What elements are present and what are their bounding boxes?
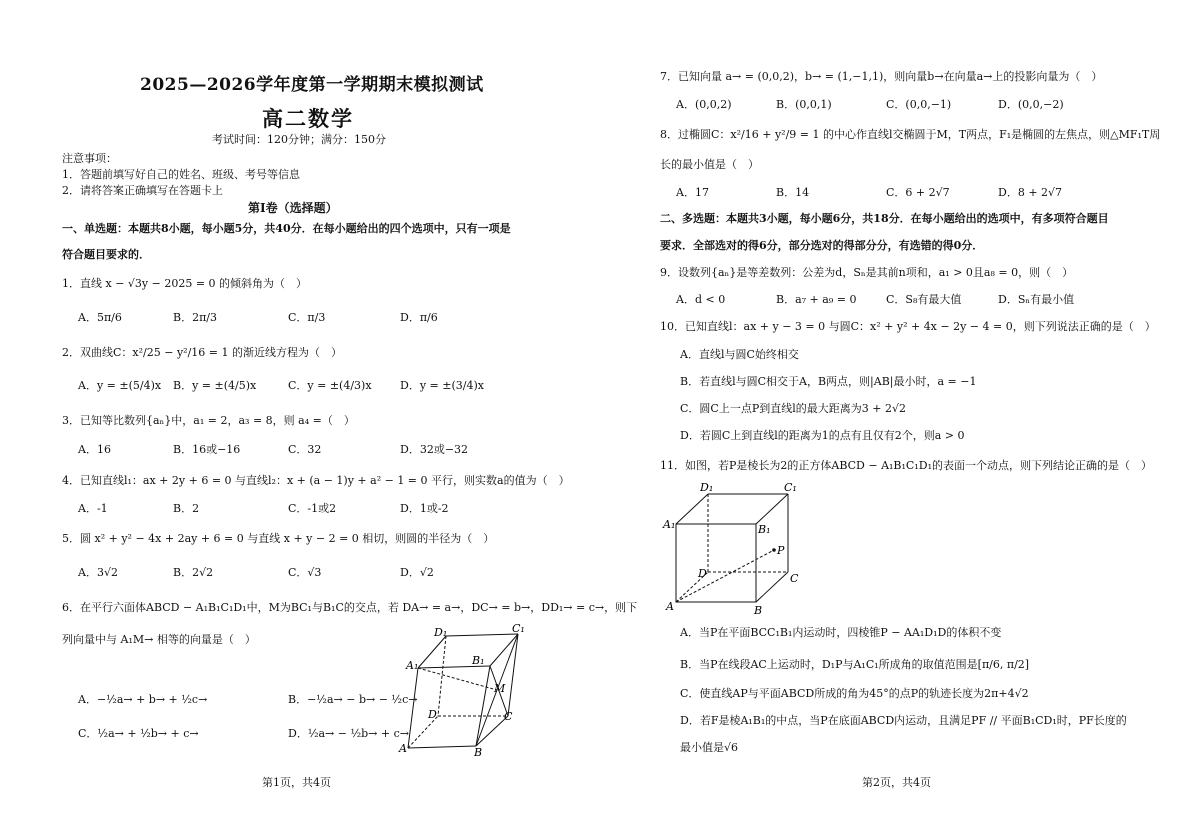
label-c: C (504, 710, 513, 723)
question-8-stem-cont: 长的最小值是（ ） (660, 158, 759, 171)
label-d1: D₁ (434, 626, 448, 639)
q11-option-a: A．当P在平面BCC₁B₁内运动时，四棱锥P − AA₁D₁D的体积不变 (680, 626, 1002, 639)
exam-subtitle: 高二数学 (262, 106, 354, 131)
q6-option-d: D．½a→ − ½b→ + c→ (288, 727, 409, 740)
q4-option-a: A．-1 (78, 502, 108, 515)
q1-option-d: D．π/6 (400, 311, 438, 324)
question-1-stem: 1．直线 x − √3y − 2025 = 0 的倾斜角为（ ） (62, 277, 308, 290)
label-b1: B₁ (758, 523, 771, 536)
q5-option-c: C．√3 (288, 566, 322, 579)
q10-option-d: D．若圆C上到直线l的距离为1的点有且仅有2个，则a > 0 (680, 429, 965, 442)
page-2 (600, 0, 1200, 831)
q8-option-b: B．14 (776, 186, 810, 199)
label-d: D (428, 708, 437, 721)
q5-option-a: A．3√2 (78, 566, 118, 579)
label-c1: C₁ (784, 481, 797, 494)
q9-option-b: B．a₇ + a₉ = 0 (776, 293, 857, 306)
label-c1: C₁ (512, 622, 525, 635)
note-item: 2．请将答案正确填写在答题卡上 (62, 184, 223, 197)
question-8-stem: 8．过椭圆C：x²/16 + y²/9 = 1 的中心作直线l交椭圆于M，T两点，F₁是椭圆的左焦点，则△MF₁T周 (660, 128, 1161, 141)
q6-option-c: C．½a→ + ½b→ + c→ (78, 727, 199, 740)
question-9-stem: 9．设数列{aₙ}是等差数列：公差为d，Sₙ是其前n项和，a₁ > 0且a₈ = 0，则（ ） (660, 266, 1074, 279)
q11-option-c: C．使直线AP与平面ABCD所成的角为45°的点P的轨迹长度为2π+4√2 (680, 687, 1029, 700)
q5-option-d: D．√2 (400, 566, 434, 579)
q8-option-d: D．8 + 2√7 (998, 186, 1063, 199)
q7-option-c: C．(0,0,−1) (886, 98, 952, 111)
q10-option-c: C．圆C上一点P到直线l的最大距离为3 + 2√2 (680, 402, 906, 415)
section-1-instructions: 一、单选题：本题共8小题，每小题5分，共40分．在每小题给出的四个选项中，只有一项是 (62, 222, 511, 235)
q8-option-a: A．17 (676, 186, 709, 199)
q1-option-a: A．5π/6 (78, 311, 122, 324)
q7-option-b: B．(0,0,1) (776, 98, 832, 111)
q4-option-b: B．2 (173, 502, 200, 515)
question-6-stem-cont: 列向量中与 A₁M→ 相等的向量是（ ） (62, 633, 256, 646)
q6-option-b: B．−½a→ − b→ − ½c→ (288, 693, 418, 706)
question-6-stem: 6．在平行六面体ABCD − A₁B₁C₁D₁中，M为BC₁与B₁C的交点，若 DA→ = a→，DC→ = b→，DD₁→ = c→，则下 (62, 601, 638, 614)
q9-option-c: C．S₈有最大值 (886, 293, 962, 306)
label-d1: D₁ (700, 481, 714, 494)
exam-title: 2025—2026学年度第一学期期末模拟测试 (140, 75, 484, 95)
q10-option-b: B．若直线l与圆C相交于A，B两点，则|AB|最小时，a = −1 (680, 375, 977, 388)
q4-option-d: D．1或-2 (400, 502, 449, 515)
q7-option-d: D．(0,0,−2) (998, 98, 1064, 111)
question-4-stem: 4．已知直线l₁：ax + 2y + 6 = 0 与直线l₂：x + (a − 1)y + a² − 1 = 0 平行，则实数a的值为（ ） (62, 474, 570, 487)
question-2-stem: 2．双曲线C：x²/25 − y²/16 = 1 的渐近线方程为（ ） (62, 346, 342, 359)
q11-option-d: D．若F是棱A₁B₁的中点，当P在底面ABCD内运动，且满足PF // 平面B₁CD₁时，PF长度的 (680, 714, 1127, 727)
q10-option-a: A．直线l与圆C始终相交 (680, 348, 799, 361)
label-b: B (474, 746, 483, 759)
question-11-stem: 11．如图，若P是棱长为2的正方体ABCD − A₁B₁C₁D₁的表面一个动点，则下列结论正确的是（ ） (660, 459, 1152, 472)
label-p: P (777, 544, 785, 557)
q11-option-d-cont: 最小值是√6 (680, 741, 739, 754)
q6-option-a: A．−½a→ + b→ + ½c→ (78, 693, 208, 706)
cube-figure (662, 478, 812, 618)
section-2-instructions-cont: 要求．全部选对的得6分，部分选对的得部分分，有选错的得0分． (660, 239, 984, 252)
notes-header: 注意事项： (62, 152, 117, 165)
label-c: C (790, 572, 799, 585)
question-7-stem: 7．已知向量 a→ = (0,0,2)，b→ = (1,−1,1)，则向量b→在向量a→上的投影向量为（ ） (660, 70, 1103, 83)
q3-option-d: D．32或−32 (400, 443, 469, 456)
q8-option-c: C．6 + 2√7 (886, 186, 950, 199)
q2-option-c: C．y = ±(4/3)x (288, 379, 372, 392)
note-item: 1．答题前填写好自己的姓名、班级、考号等信息 (62, 168, 300, 181)
q1-option-b: B．2π/3 (173, 311, 218, 324)
q3-option-a: A．16 (78, 443, 111, 456)
label-m: M (494, 682, 506, 695)
q3-option-b: B．16或−16 (173, 443, 241, 456)
q2-option-a: A．y = ±(5/4)x (78, 379, 162, 392)
section-2-instructions: 二、多选题：本题共3小题，每小题6分，共18分．在每小题给出的选项中，有多项符合题目 (660, 212, 1109, 225)
q7-option-a: A．(0,0,2) (676, 98, 732, 111)
page-footer: 第1页，共4页 (262, 776, 331, 789)
label-b: B (754, 604, 763, 617)
label-a1: A₁ (406, 659, 419, 672)
question-3-stem: 3．已知等比数列{aₙ}中，a₁ = 2，a₃ = 8，则 a₄ =（ ） (62, 414, 355, 427)
q1-option-c: C．π/3 (288, 311, 326, 324)
question-10-stem: 10．已知直线l：ax + y − 3 = 0 与圆C：x² + y² + 4x − 2y − 4 = 0，则下列说法正确的是（ ） (660, 320, 1156, 333)
q2-option-b: B．y = ±(4/5)x (173, 379, 257, 392)
q11-option-b: B．当P在线段AC上运动时，D₁P与A₁C₁所成角的取值范围是[π/6, π/2] (680, 658, 1030, 671)
question-5-stem: 5．圆 x² + y² − 4x + 2ay + 6 = 0 与直线 x + y − 2 = 0 相切，则圆的半径为（ ） (62, 532, 495, 545)
label-d: D (698, 567, 707, 580)
q3-option-c: C．32 (288, 443, 322, 456)
page-footer: 第2页，共4页 (862, 776, 931, 789)
q2-option-d: D．y = ±(3/4)x (400, 379, 484, 392)
part-title: 第I卷（选择题） (248, 201, 338, 215)
parallelepiped-figure (396, 622, 536, 762)
q5-option-b: B．2√2 (173, 566, 214, 579)
q9-option-d: D．Sₙ有最小值 (998, 293, 1075, 306)
exam-info: 考试时间：120分钟；满分：150分 (212, 133, 386, 146)
label-a: A (666, 600, 674, 613)
section-1-instructions-cont: 符合题目要求的． (62, 248, 150, 261)
label-a1: A₁ (663, 518, 676, 531)
q4-option-c: C．-1或2 (288, 502, 337, 515)
label-b1: B₁ (472, 654, 485, 667)
label-a: A (399, 742, 407, 755)
q9-option-a: A．d < 0 (676, 293, 726, 306)
